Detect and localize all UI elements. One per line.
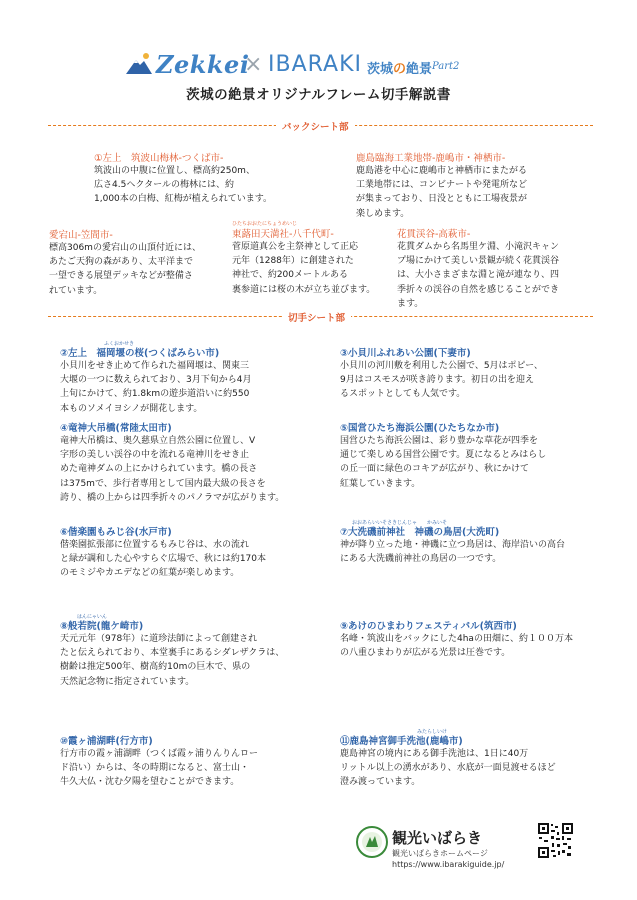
body-line: 澄み渡っています。 [340, 777, 421, 788]
stamp-item-body [340, 434, 546, 491]
body-line: 小貝川をせき止めて作られた福岡堰は、関東三 [60, 361, 250, 371]
body-line: 竜神大吊橋は、奥久慈県立自然公園に位置し、V [60, 436, 256, 446]
body-line: 上旬にかけて、約1.8kmの遊歩道沿いに約550 [60, 389, 250, 400]
stamp-item-title: ⑪鹿島神宮御手洗池(鹿嶋市) [340, 736, 463, 747]
stamp-item-title: ②左上 福岡堰の桜(つくばみらい市) [60, 348, 220, 359]
body-line: にある大洗磯前神社の鳥居の一つです。 [340, 554, 502, 565]
back-item-body [49, 241, 201, 298]
body-line: 楽しめます。 [356, 208, 410, 219]
logo-zekkei: Zekkei [156, 50, 250, 79]
stamp-item-body [340, 359, 543, 402]
qr-code-icon[interactable] [537, 822, 574, 859]
stamp-item-title: ⑩霞ヶ浦湖畔(行方市) [60, 736, 153, 747]
back-item-title: 鹿島臨海工業地帯-鹿嶋市・神栖市- [356, 153, 506, 164]
logo-jp-a: 茨城 [367, 62, 394, 77]
body-line: 標高306mの愛宕山の山頂付近には、 [49, 243, 201, 253]
back-sheet-label: バックシート部 [276, 119, 355, 133]
body-line: 小貝川の河川敷を利用した公園で、5月はポピー、 [340, 361, 543, 371]
body-line: と緑が調和した心やすらぐ広場で、秋には約170本 [60, 554, 266, 565]
body-line: 工業地帯には、コンビナートや発電所など [356, 180, 528, 191]
stamp-item-body [60, 538, 266, 581]
body-line: 本ものソメイヨシノが開花します。 [60, 403, 203, 414]
body-line: のモミジやカエデなどの紅葉が楽しめます。 [60, 568, 240, 579]
body-line: 菅原道真公を主祭神として正応 [232, 242, 359, 252]
body-line: 花貫ダムから名馬里ケ淵、小滝沢キャン [397, 242, 560, 252]
body-line: 鹿島神宮の境内にある御手洗池は、1日に40万 [340, 749, 529, 759]
body-line: 偕楽園拡張部に位置するもみじ谷は、水の流れ [60, 540, 250, 550]
stamp-item-body [60, 434, 284, 505]
logo-cross: × [244, 52, 263, 77]
body-line: 神が降り立った地・神磯に立つ鳥居は、海岸沿いの高台 [340, 540, 566, 550]
body-line: たと伝えられており、本堂裏手にあるシダレザクラは、 [60, 648, 285, 659]
stamp-item-body [340, 632, 573, 660]
body-line: が集まっており、日没とともに工場夜景が [356, 194, 528, 205]
back-item-body [94, 164, 272, 207]
body-line: は375mで、歩行者専用として国内最大級の長さを [60, 478, 266, 489]
body-line: 紅葉していきます。 [340, 478, 421, 489]
furigana: ひたちおおたにちょうめいじ [232, 221, 298, 227]
body-line: れています。 [49, 285, 103, 296]
back-item-body [397, 240, 559, 311]
furigana: はんにゃいん [77, 614, 107, 620]
mountain-logo-icon [124, 52, 154, 76]
body-line: めた竜神ダムの上にかけられています。橋の長さ [60, 464, 258, 475]
body-line: あたご天狗の森があり、太平洋まで [49, 257, 194, 268]
body-line: 大堰の一つに数えられており、3月下旬から4月 [60, 375, 252, 386]
stamp-item-body [340, 747, 556, 790]
body-line: 1,000本の白梅、紅梅が植えられています。 [94, 194, 273, 205]
body-line: 元年（1288年）に創建された [232, 256, 354, 267]
furigana: みたらしいけ [417, 729, 448, 735]
body-line: 鹿島港を中心に鹿嶋市と神栖市にまたがる [356, 166, 528, 176]
logo-japanese [367, 58, 432, 77]
body-line: 通じて楽しめる国営公園です。夏になるとみはらし [340, 450, 547, 461]
body-line: ます。 [397, 298, 424, 309]
ibaraki-emblem-icon [356, 826, 388, 858]
stamp-item-title: ④竜神大吊橋(常陸太田市) [60, 423, 172, 434]
body-line: 牛久大仏・沈む夕陽を望むことができます。 [60, 777, 240, 788]
back-item-body [232, 240, 375, 297]
body-line: 神社で、約200メートルある [232, 270, 348, 281]
stamp-sheet-label: 切手シート部 [282, 310, 351, 324]
stamp-item-title: ③小貝川ふれあい公園(下妻市) [340, 348, 471, 359]
back-item-title: 愛宕山-笠間市- [49, 230, 113, 241]
back-item-title: 東蕗田天満社-八千代町- [232, 229, 334, 240]
stamp-item-title: ⑧般若院(龍ケ崎市) [60, 621, 144, 632]
body-line: リットル以上の湧水があり、水底が一面見渡せるほど [340, 763, 556, 774]
page-title: 茨城の絶景オリジナルフレーム切手解説書 [186, 87, 451, 103]
stamp-item-title: ⑨あけのひまわりフェスティバル(筑西市) [340, 621, 517, 632]
body-line: 筑波山の中腹に位置し、標高約250m、 [94, 166, 255, 176]
logo-jp-b: 絶景 [406, 62, 433, 77]
body-line: の八重ひまわりが広がる光景は圧巻です。 [340, 648, 511, 659]
body-line: 樹齢は推定500年、樹高約10mの巨木で、県の [60, 662, 251, 673]
stamp-item-title: ⑤国営ひたち海浜公園(ひたちなか市) [340, 423, 500, 434]
stamp-item-title: ⑥偕楽園もみじ谷(水戸市) [60, 527, 172, 538]
body-line: 天然記念物に指定されています。 [60, 676, 195, 687]
body-line: 一望できる展望デッキなどが整備さ [49, 271, 193, 282]
body-line: 行方市の霞ヶ浦湖畔（つくば霞ヶ浦りんりんロー [60, 749, 259, 759]
footer-url[interactable]: https://www.ibarakiguide.jp/ [392, 860, 505, 869]
body-line: 裏参道には桜の木が立ち並びます。 [232, 284, 376, 295]
stamp-item-body [340, 538, 565, 566]
body-line: は、大小さまざまな淵と滝が連なり、四 [397, 270, 560, 281]
stamp-item-body [60, 632, 284, 689]
stamp-item-title: ⑦大洗磯前神社 神磯の鳥居(大洗町) [340, 527, 500, 538]
body-line: 国営ひたち海浜公園は、彩り豊かな草花が四季を [340, 436, 539, 446]
logo-ibaraki: IBARAKI [268, 52, 362, 77]
furigana: おおあらいいそさきじんじゃ かみいそ [352, 520, 448, 526]
logo-part: Part2 [432, 61, 460, 72]
body-line: 天元元年（978年）に道珍法師によって創建され [60, 634, 258, 644]
body-line: るスポットとしても人気です。 [340, 389, 466, 400]
body-line: 季折々の渓谷の自然を感じることができ [397, 284, 560, 295]
body-line: プ場にかけて美しい景観が続く花貫渓谷 [397, 256, 560, 267]
back-item-title: 花貫渓谷-高萩市- [397, 229, 471, 240]
body-line: 字形の美しい渓谷の中を流れる竜神川をせき止 [60, 450, 250, 461]
back-item-body [356, 164, 527, 221]
body-line: 9月はコスモスが咲き誇ります。初日の出を迎え [340, 375, 535, 386]
body-line: ド沿い）からは、冬の時期になると、富士山・ [60, 763, 250, 774]
body-line: の丘一面に緑色のコキアが広がり、秋にかけて [340, 464, 530, 475]
stamp-item-body [60, 747, 258, 790]
stamp-item-body [60, 359, 251, 416]
furigana: ふくおかせき [104, 341, 135, 347]
body-line: 名峰・筑波山をバックにした4haの田畑に、約１００万本 [340, 634, 573, 644]
footer-subtitle: 観光いばらきホームページ [392, 849, 488, 858]
body-line: 広さ4.5ヘクタールの梅林には、約 [94, 180, 234, 191]
footer-title: 観光いばらき [392, 829, 483, 847]
body-line: 誇り、橋の上からは四季折々のパノラマが広がります。 [60, 492, 285, 503]
logo-jp-no: の [393, 62, 407, 77]
back-item-title: ①左上 筑波山梅林-つくば市- [94, 153, 224, 164]
